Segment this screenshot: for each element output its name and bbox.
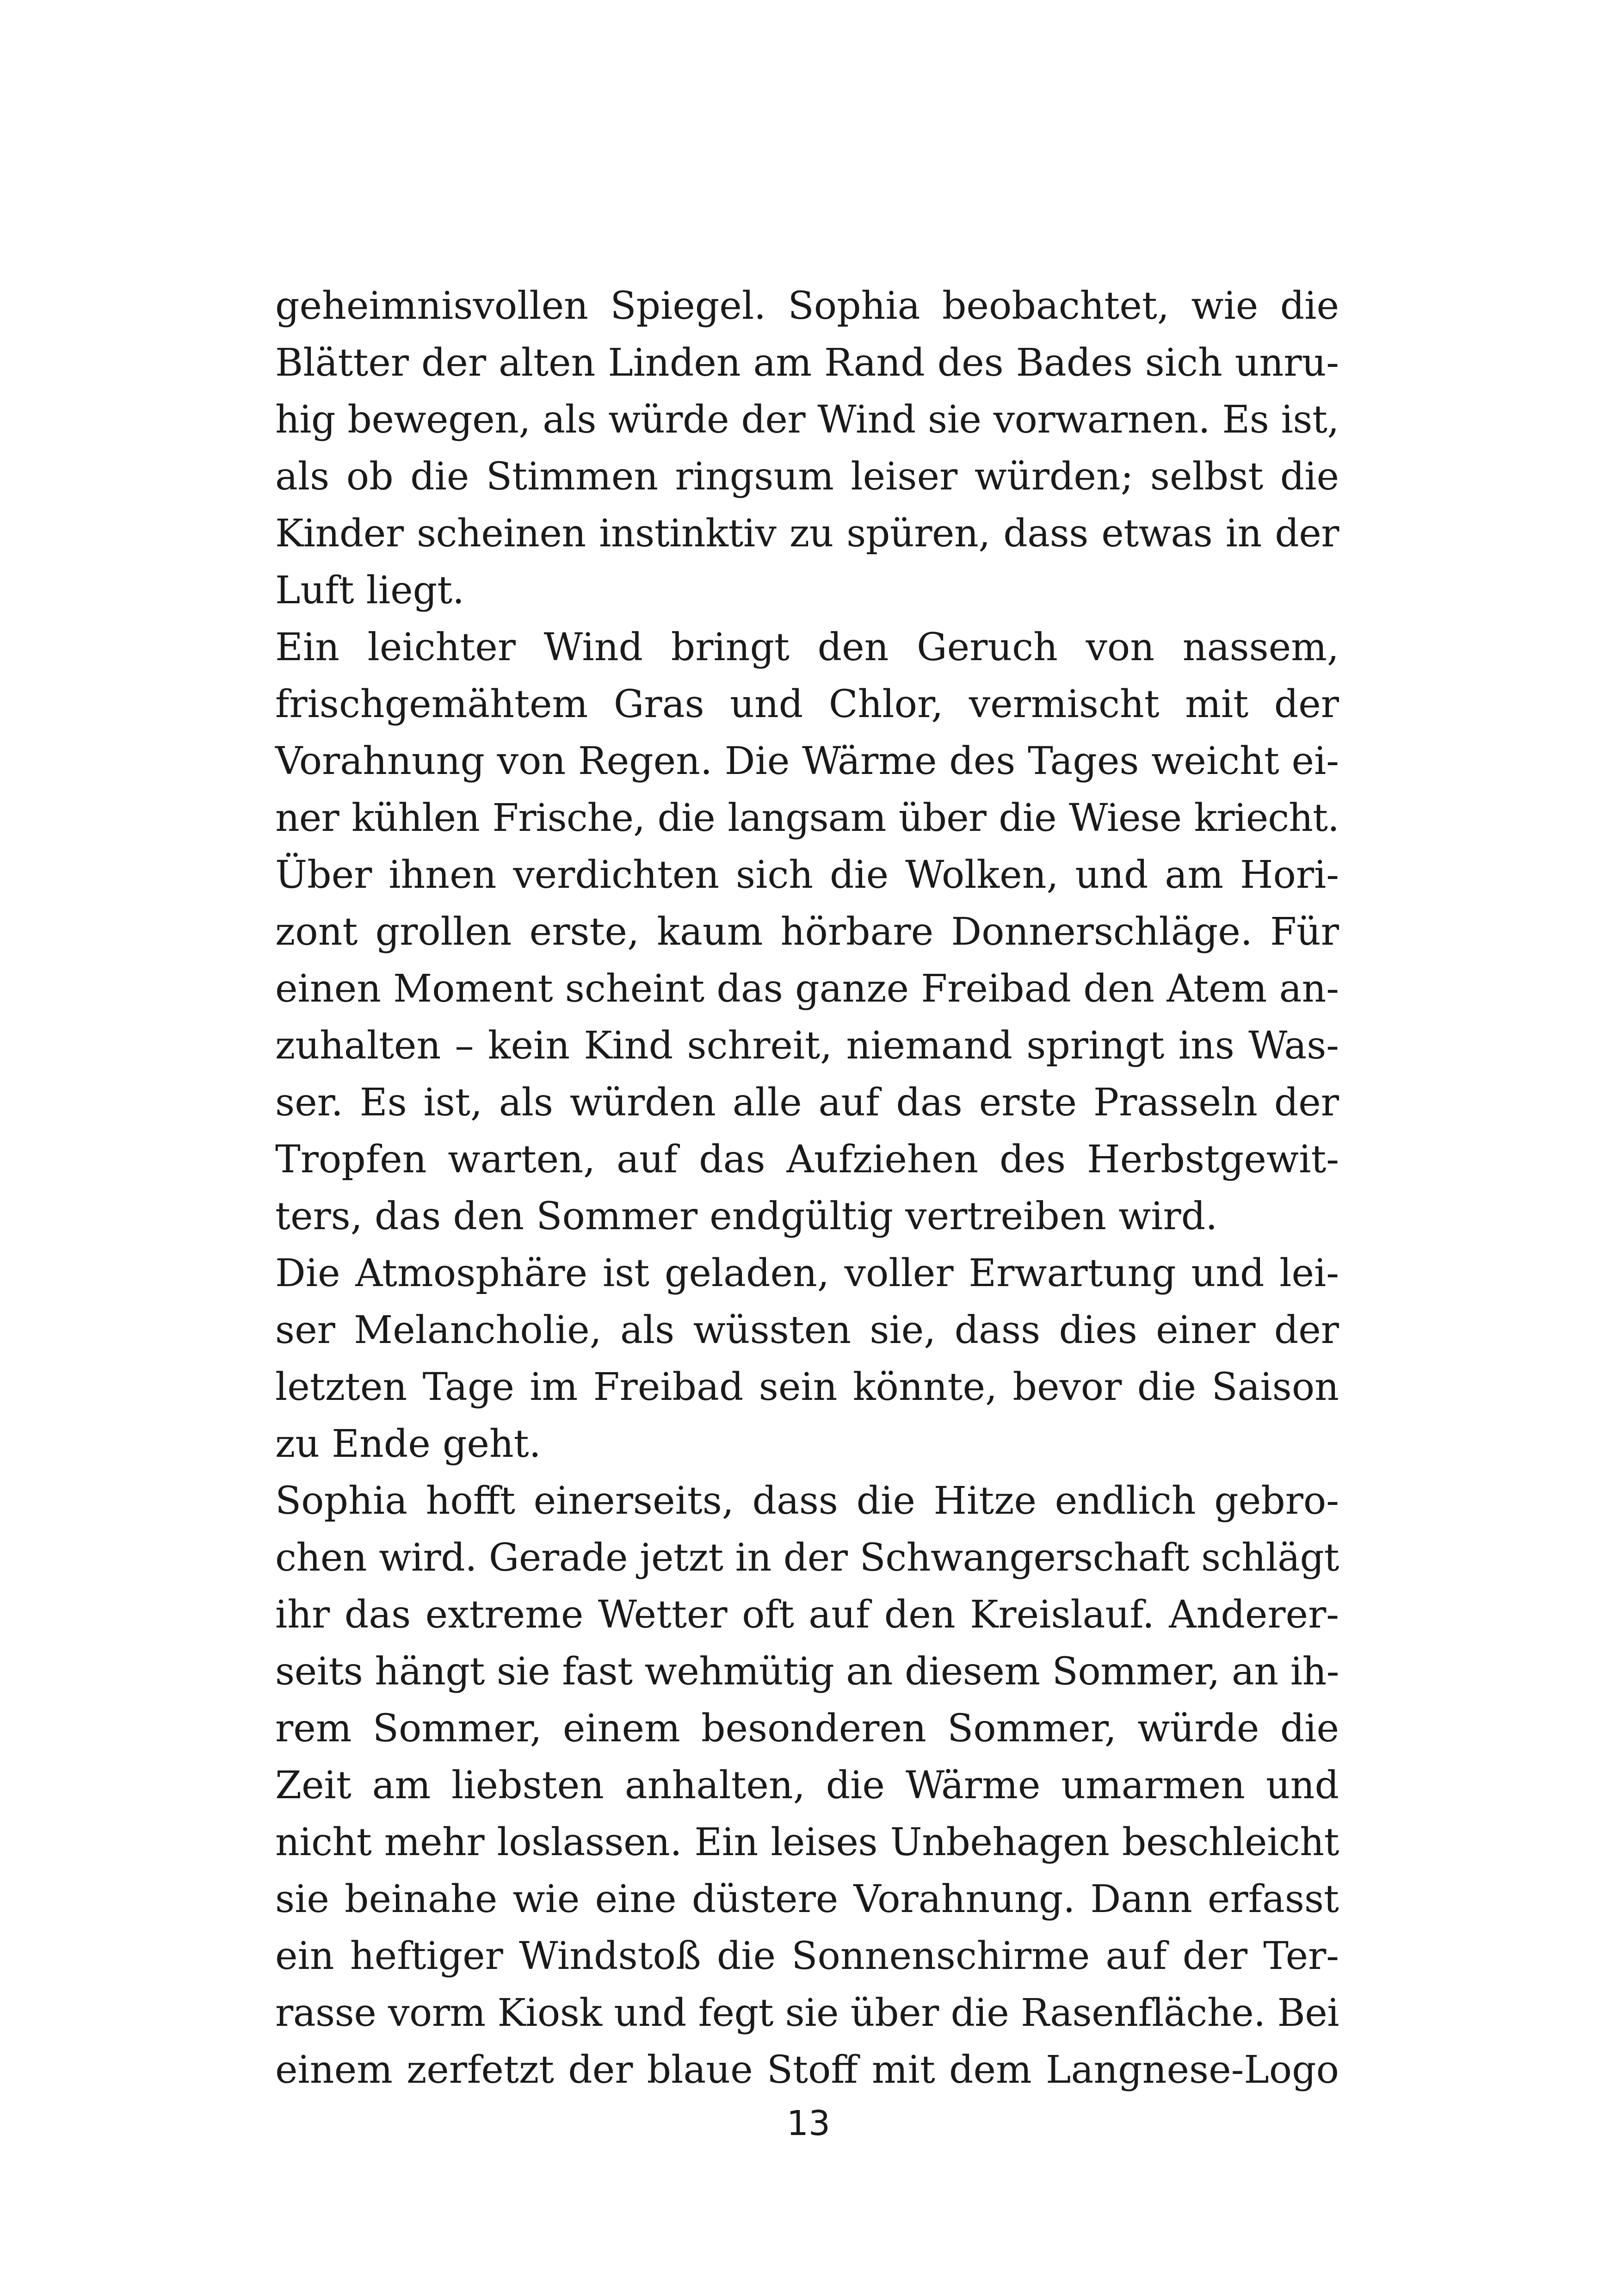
text-line: zuhalten – kein Kind schreit, niemand springt ins Was-	[275, 1024, 1339, 1068]
text-line: rem Sommer, einem besonderen Sommer, würde die	[275, 1707, 1339, 1751]
paragraph-end-line: Luft liegt.	[275, 569, 465, 613]
text-line: ser. Es ist, als würden alle auf das erste Prasseln der	[275, 1081, 1339, 1125]
text-line: geheimnisvollen Spiegel. Sophia beobachtet, wie die	[275, 284, 1339, 328]
text-line: Ein leichter Wind bringt den Geruch von nassem,	[275, 625, 1339, 669]
text-line: frischgemähtem Gras und Chlor, vermischt mit der	[275, 682, 1339, 726]
page-number: 13	[786, 2104, 831, 2143]
text-line: Vorahnung von Regen. Die Wärme des Tages weicht ei-	[275, 739, 1339, 783]
text-line: ser Melancholie, als wüssten sie, dass dies einer der	[275, 1308, 1339, 1352]
text-line: seits hängt sie fast wehmütig an diesem Sommer, an ih-	[275, 1650, 1339, 1694]
text-line: ner kühlen Frische, die langsam über die Wiese kriecht.	[275, 796, 1339, 840]
text-line: einen Moment scheint das ganze Freibad den Atem an-	[275, 967, 1339, 1011]
text-line: chen wird. Gerade jetzt in der Schwangerschaft schlägt	[275, 1536, 1339, 1580]
body-text	[275, 278, 1339, 2098]
text-line: rasse vorm Kiosk und fegt sie über die Rasenfläche. Bei	[275, 1991, 1339, 2035]
paragraph-end-line: zu Ende geht.	[275, 1422, 541, 1466]
text-line: ihr das extreme Wetter oft auf den Kreislauf. Anderer-	[275, 1593, 1339, 1637]
text-line: Zeit am liebsten anhalten, die Wärme umarmen und	[275, 1764, 1339, 1807]
text-line: hig bewegen, als würde der Wind sie vorwarnen. Es ist,	[275, 398, 1339, 442]
text-line: Blätter der alten Linden am Rand des Bades sich unru-	[275, 341, 1339, 385]
text-line: Tropfen warten, auf das Aufziehen des Herbstgewit-	[275, 1138, 1339, 1182]
text-line: Die Atmosphäre ist geladen, voller Erwartung und lei-	[275, 1251, 1339, 1295]
text-line: zont grollen erste, kaum hörbare Donnerschläge. Für	[275, 910, 1339, 954]
text-line: einem zerfetzt der blaue Stoff mit dem Langnese-Logo	[275, 2048, 1339, 2092]
paragraph-end-line: ters, das den Sommer endgültig vertreiben wird.	[275, 1194, 1218, 1238]
text-line: Kinder scheinen instinktiv zu spüren, dass etwas in der	[275, 512, 1339, 556]
text-line: nicht mehr loslassen. Ein leises Unbehagen beschleicht	[275, 1820, 1339, 1864]
text-line: als ob die Stimmen ringsum leiser würden; selbst die	[275, 455, 1339, 499]
text-line: letzten Tage im Freibad sein könnte, bevor die Saison	[275, 1365, 1339, 1409]
text-line: Sophia hofft einerseits, dass die Hitze endlich gebro-	[275, 1479, 1339, 1523]
text-line: sie beinahe wie eine düstere Vorahnung. Dann erfasst	[275, 1877, 1339, 1921]
text-line: ein heftiger Windstoß die Sonnenschirme auf der Ter-	[275, 1934, 1339, 1978]
text-line: Über ihnen verdichten sich die Wolken, und am Hori-	[275, 853, 1339, 897]
